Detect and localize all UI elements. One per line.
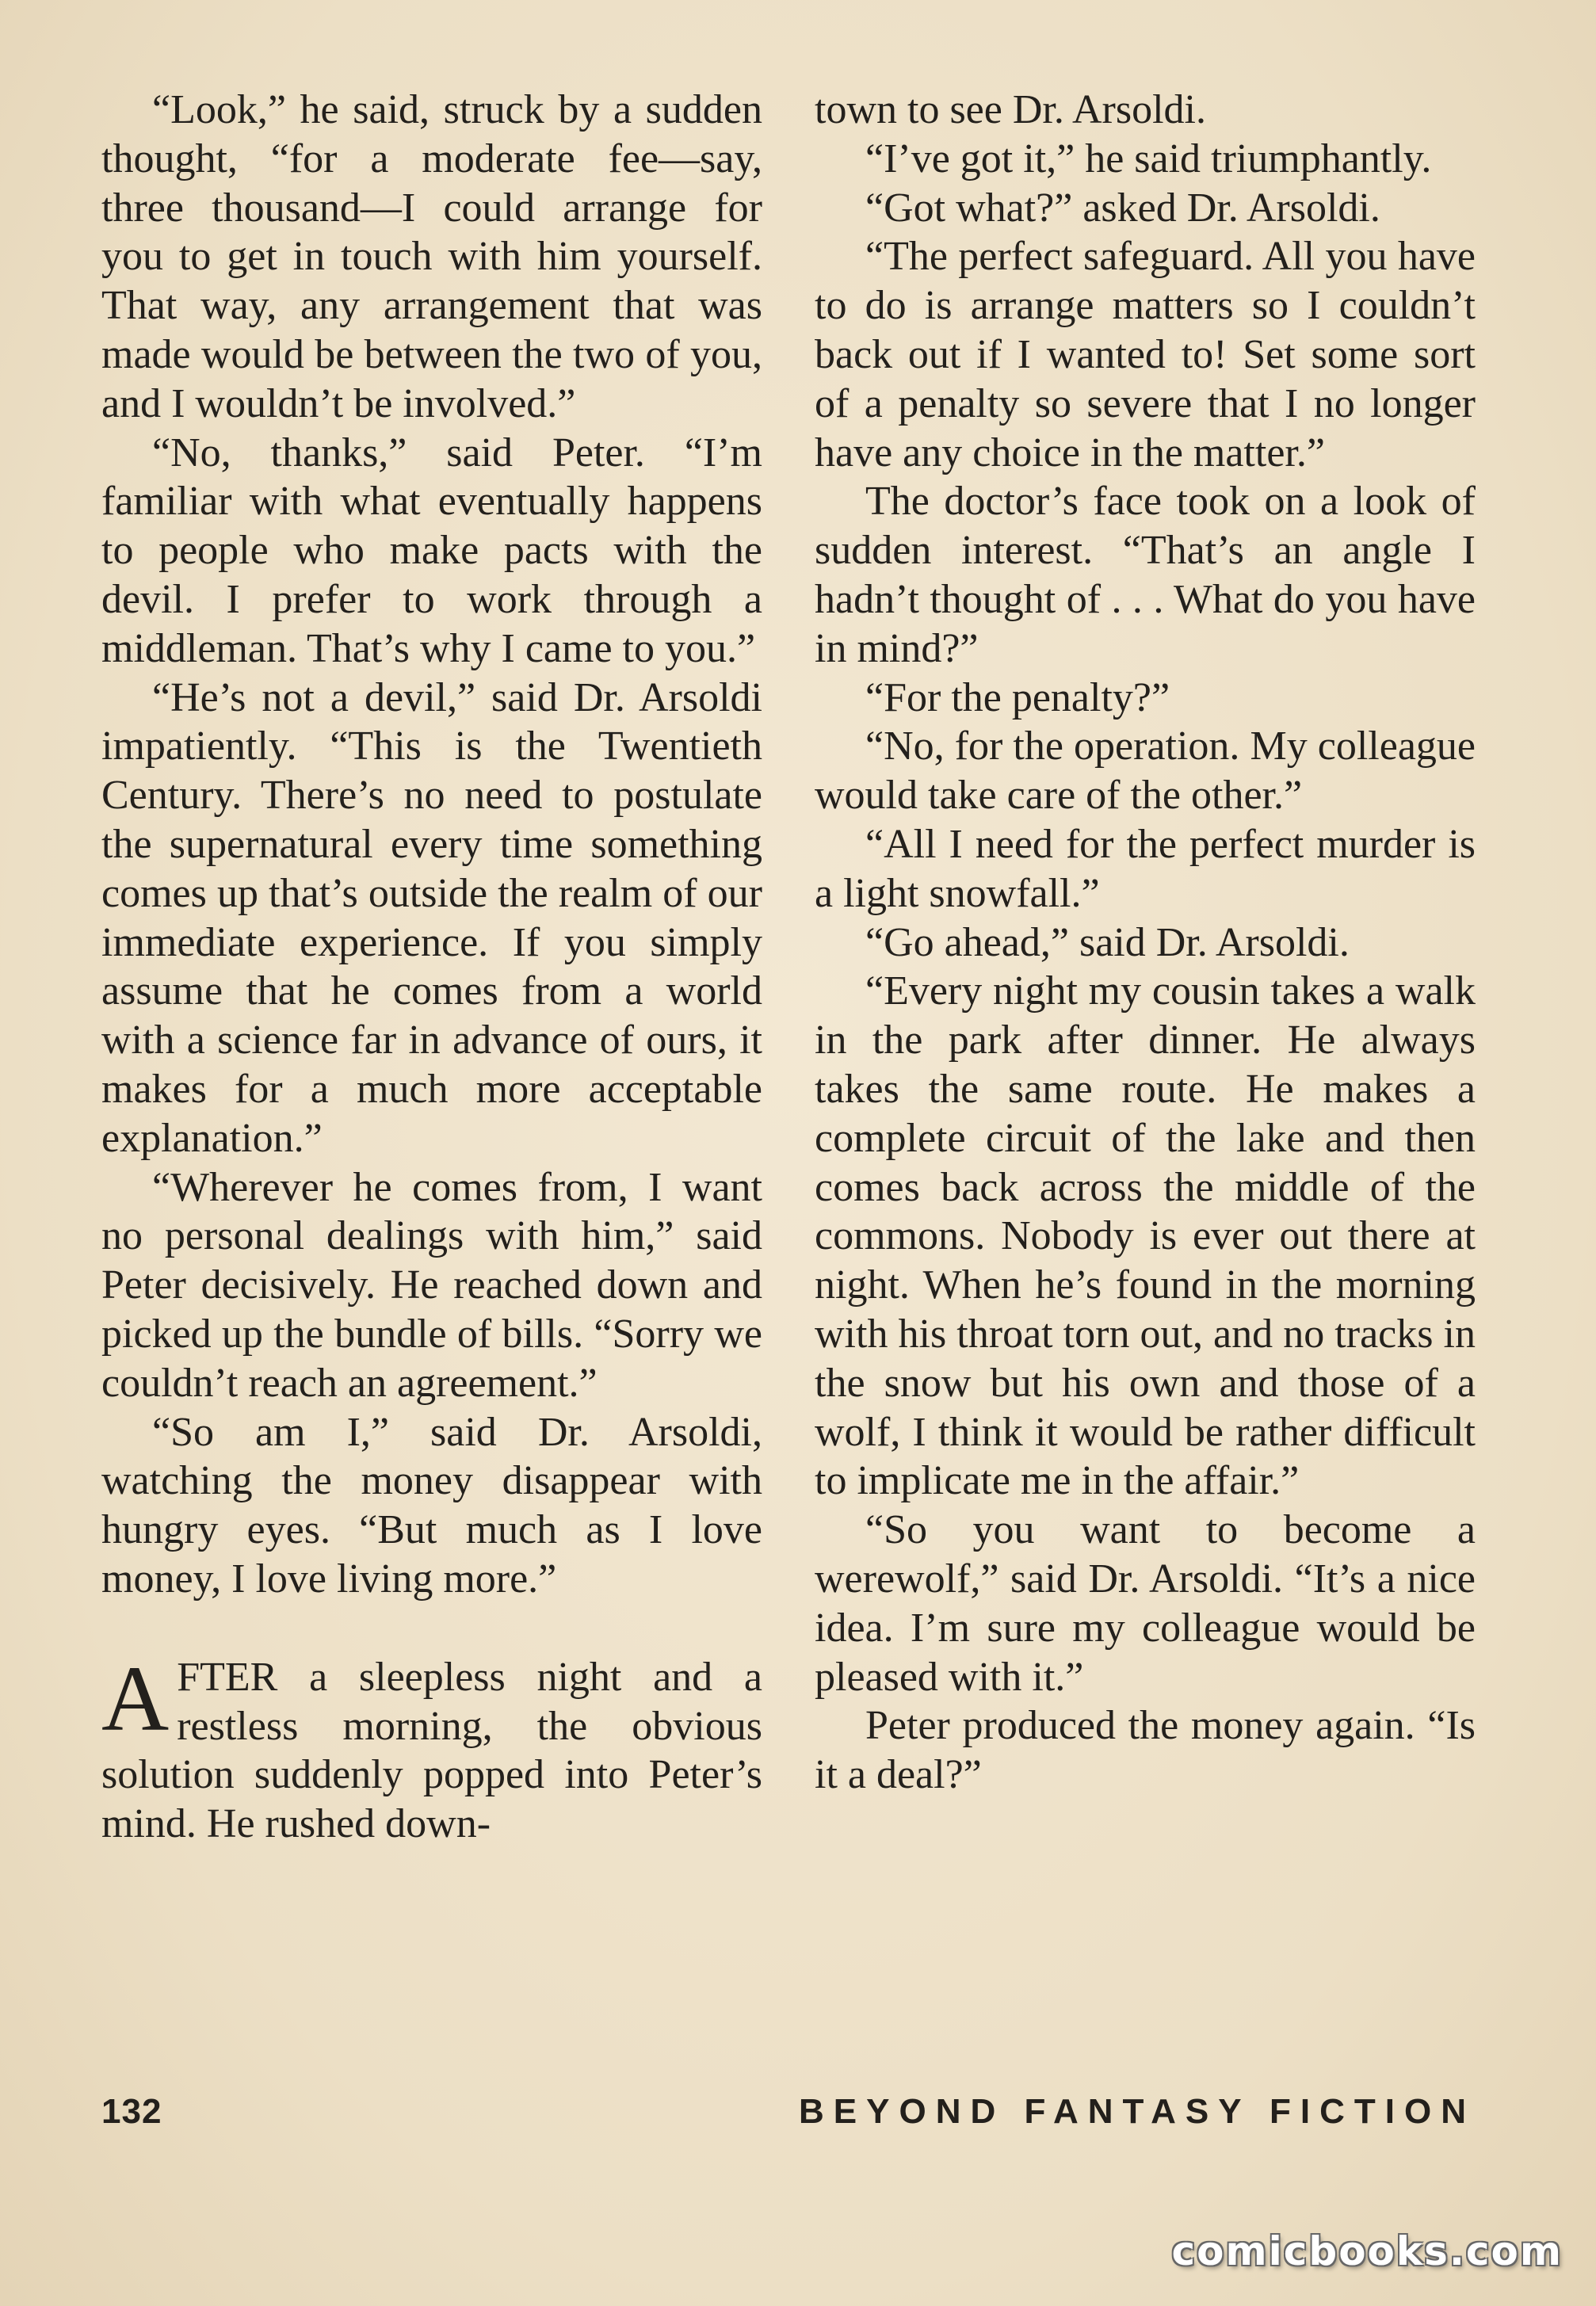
- watermark-logo: comicbooks.com: [1171, 2228, 1563, 2274]
- right-text-column: [815, 86, 1476, 1800]
- paragraph: “Look,” he said, struck by a sudden thought, “for a moderate fee—say, three thousand—I could arrange for you to get in touch with him yourself. That way, any arrangement that was made would be between the two of you, and I wouldn’t be involved.”: [101, 87, 762, 426]
- section-opening-paragraph: [101, 1646, 762, 1849]
- page-number: 132: [101, 2092, 162, 2131]
- paragraph: “Go ahead,” said Dr. Arsoldi.: [865, 919, 1350, 965]
- paragraph: “He’s not a devil,” said Dr. Arsoldi impatiently. “This is the Twentieth Century. There’s no need to postulate the supernatural every time something comes up that’s outside the realm of our immediate experience. If you simply assume that he comes from a world with a science far in advance of ours, it makes for a much more acceptable explanation.”: [101, 674, 762, 1161]
- paragraph: “No, thanks,” said Peter. “I’m familiar with what eventually happens to people who make pacts with the devil. I prefer to work through a middleman. That’s why I came to you.”: [101, 430, 762, 671]
- paragraph: “So you want to become a werewolf,” said Dr. Arsoldi. “It’s a nice idea. I’m sure my colleague would be pleased with it.”: [815, 1507, 1476, 1700]
- drop-cap: A: [101, 1646, 170, 1750]
- paragraph: “So am I,” said Dr. Arsoldi, watching the money disappear with hungry eyes. “But much as I love money, I love living more.”: [101, 1409, 762, 1602]
- paragraph-continued: town to see Dr. Arsoldi.: [815, 87, 1206, 132]
- paragraph: Peter produced the money again. “Is it a deal?”: [815, 1703, 1476, 1798]
- left-text-column: [101, 86, 762, 1849]
- paragraph: The doctor’s face took on a look of sudden interest. “That’s an angle I hadn’t thought of . . . What do you have in mind?”: [815, 479, 1476, 671]
- paragraph: “I’ve got it,” he said triumphantly.: [865, 136, 1432, 181]
- paragraph: “No, for the operation. My colleague would take care of the other.”: [815, 723, 1476, 819]
- paragraph: “Every night my cousin takes a walk in the park after dinner. He always takes the same route. He makes a complete circuit of the lake and then comes back across the middle of the commons. Nobody is ever out there at night. When he’s found in the morning with his throat torn out, and no tracks in the snow but his own and those of a wolf, I think it would be rather difficult to implicate me in the affair.”: [815, 968, 1476, 1504]
- paragraph: “The perfect safeguard. All you have to do is arrange matters so I couldn’t back out if I wanted to! Set some sort of a penalty so severe that I no longer have any choice in the matter.”: [815, 234, 1476, 475]
- section-opening-text: FTER a sleepless night and a restless morning, the obvious solution suddenly popped into Peter’s mind. He rushed down-: [101, 1654, 762, 1847]
- paragraph: “Got what?” asked Dr. Arsoldi.: [865, 185, 1380, 231]
- paragraph: “Wherever he comes from, I want no personal dealings with him,” said Peter decisively. He reached down and picked up the bundle of bills. “Sorry we couldn’t reach an agreement.”: [101, 1164, 762, 1406]
- paragraph: “For the penalty?”: [865, 674, 1170, 720]
- page-footer: [101, 2092, 1476, 2140]
- running-title: BEYOND FANTASY FICTION: [799, 2092, 1476, 2131]
- paragraph: “All I need for the perfect murder is a light snowfall.”: [815, 821, 1476, 916]
